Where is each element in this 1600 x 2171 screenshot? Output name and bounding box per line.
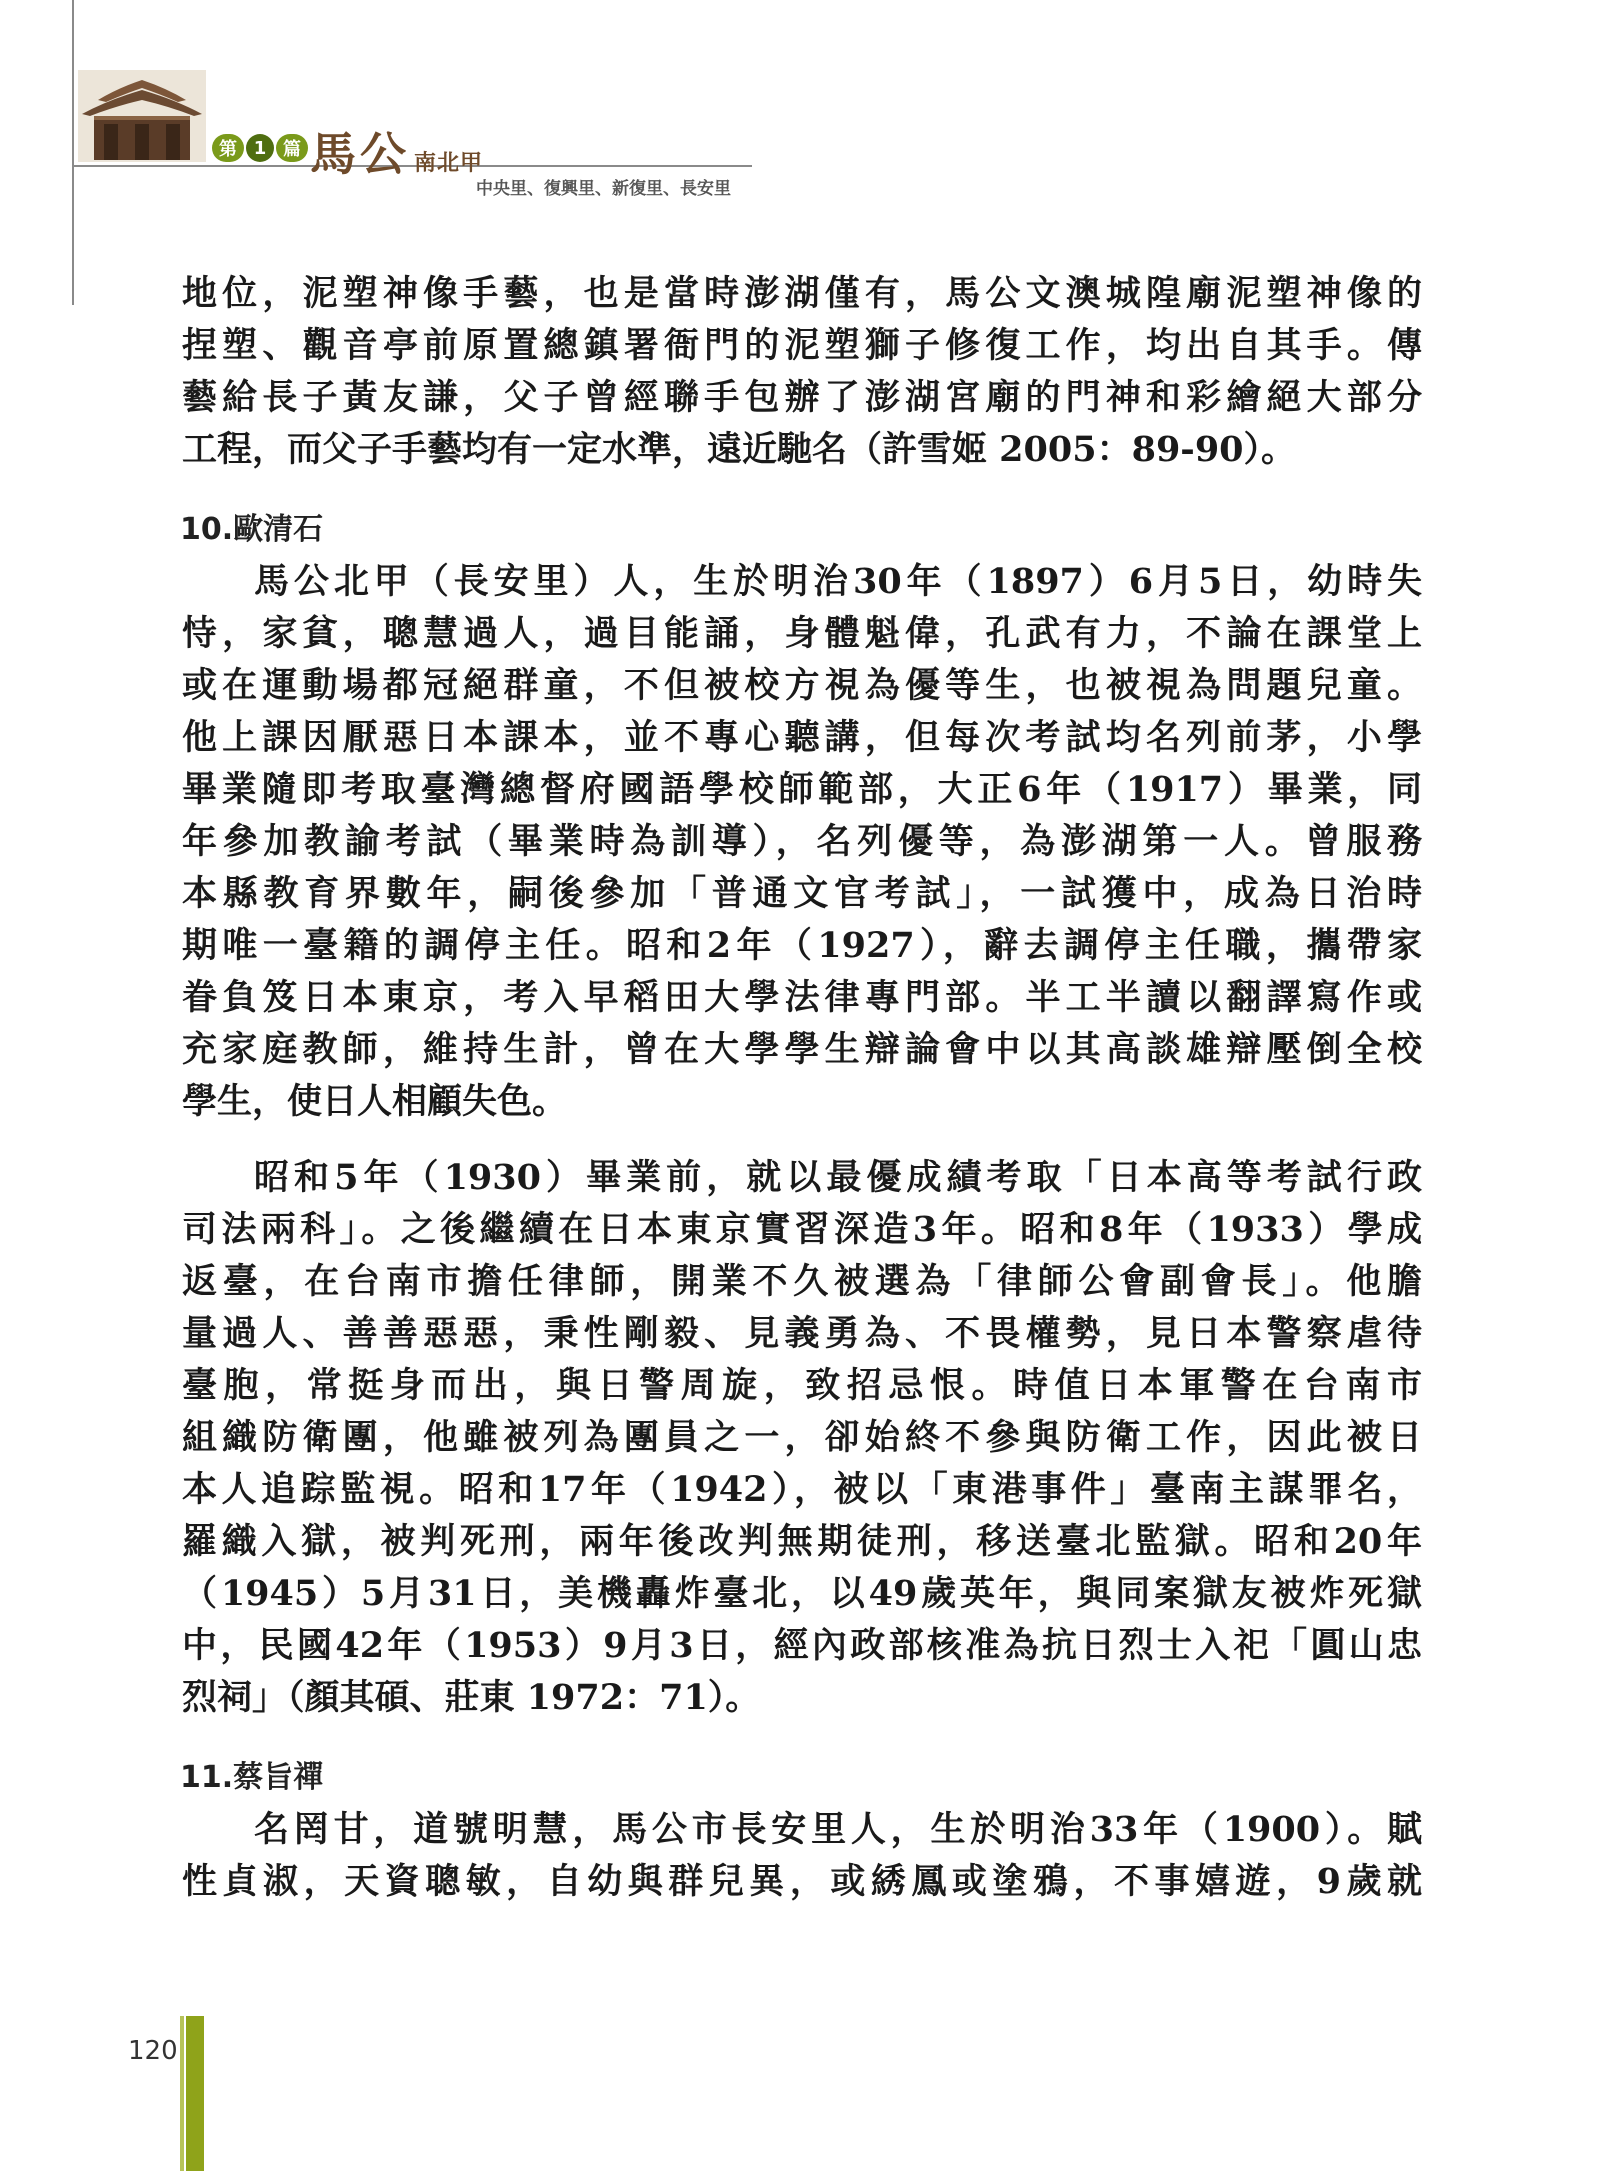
text-line: 本縣教育界數年，嗣後參加「普通文官考試」，一試獲中，成為日治時: [182, 873, 1422, 914]
text-line: 地位，泥塑神像手藝，也是當時澎湖僅有，馬公文澳城隍廟泥塑神像的: [182, 273, 1422, 314]
text-line: 量過人、善善惡惡，秉性剛毅、見義勇為、不畏權勢，見日本警察虐待: [182, 1313, 1422, 1354]
chapter-title-main: 馬公: [310, 127, 410, 181]
text-line: 性貞淑，天資聰敏，自幼與群兒異，或綉鳳或塗鴉，不事嬉遊，9歲就: [182, 1861, 1422, 1902]
text-line: 恃，家貧，聰慧過人，過目能誦，身體魁偉，孔武有力，不論在課堂上: [182, 613, 1422, 654]
section-heading-11: 11.蔡旨禪: [180, 1760, 324, 1795]
text-line: 昭和5年（1930）畢業前，就以最優成績考取「日本高等考試行政: [254, 1157, 1422, 1198]
text-line: 馬公北甲（長安里）人，生於明治30年（1897）6月5日，幼時失: [254, 561, 1422, 602]
page-body: [182, 268, 1422, 1908]
chapter-areas: 中央里、復興里、新復里、長安里: [476, 179, 731, 199]
text-line: 捏塑、觀音亭前原置總鎮署衙門的泥塑獅子修復工作，均出自其手。傳: [182, 325, 1422, 366]
text-line: 烈祠」（顏其碩、莊東 1972：71）。: [182, 1677, 761, 1718]
text-line: 充家庭教師，維持生計，曾在大學學生辯論會中以其高談雄辯壓倒全校: [182, 1029, 1422, 1070]
paragraph-4: [182, 1804, 1422, 1908]
chapter-title: [310, 118, 483, 184]
text-line: 畢業隨即考取臺灣總督府國語學校師範部，大正6年（1917）畢業，同: [182, 769, 1422, 810]
badge-prefix: 第: [212, 134, 244, 162]
text-line: （1945）5月31日，美機轟炸臺北，以49歲英年，與同案獄友被炸死獄: [182, 1573, 1422, 1614]
badge-number: 1: [246, 134, 274, 162]
text-line: 羅織入獄，被判死刑，兩年後改判無期徒刑，移送臺北監獄。昭和20年: [182, 1521, 1422, 1562]
text-line: 工程，而父子手藝均有一定水準，遠近馳名（許雪姬 2005：89-90）。: [182, 429, 1297, 470]
text-line: 本人追踪監視。昭和17年（1942），被以「東港事件」臺南主謀罪名，: [182, 1469, 1422, 1510]
text-line: 藝給長子黃友謙，父子曾經聯手包辦了澎湖宮廟的門神和彩繪絕大部分: [182, 377, 1422, 418]
page-number: 120: [128, 2036, 178, 2066]
footer-accent-thin: [180, 2016, 184, 2171]
text-line: 司法兩科」。之後繼續在日本東京實習深造3年。昭和8年（1933）學成: [182, 1209, 1422, 1250]
badge-suffix: 篇: [276, 134, 308, 162]
text-line: 他上課因厭惡日本課本，並不專心聽講，但每次考試均名列前茅，小學: [182, 717, 1422, 758]
text-line: 期唯一臺籍的調停主任。昭和2年（1927），辭去調停主任職，攜帶家: [182, 925, 1422, 966]
text-line: 返臺，在台南市擔任律師，開業不久被選為「律師公會副會長」。他膽: [182, 1261, 1422, 1302]
paragraph-2: [182, 556, 1422, 1128]
text-line: 中，民國42年（1953）9月3日，經內政部核准為抗日烈士入祀「圓山忠: [182, 1625, 1422, 1666]
text-line: 眷負笈日本東京，考入早稻田大學法律專門部。半工半讀以翻譯寫作或: [182, 977, 1422, 1018]
section-heading-10: 10.歐清石: [180, 512, 324, 547]
text-line: 學生，使日人相顧失色。: [182, 1081, 568, 1122]
text-line: 名罔甘，道號明慧，馬公市長安里人，生於明治33年（1900）。賦: [254, 1809, 1422, 1850]
volume-badge: [212, 132, 308, 164]
text-line: 組織防衛團，他雖被列為團員之一，卻始終不參與防衛工作，因此被日: [182, 1417, 1422, 1458]
text-line: 或在運動場都冠絕群童，不但被校方視為優等生，也被視為問題兒童。: [182, 665, 1422, 706]
paragraph-3: [182, 1152, 1422, 1724]
footer-accent-bar: [186, 2016, 204, 2171]
text-line: 年參加教諭考試（畢業時為訓導），名列優等，為澎湖第一人。曾服務: [182, 821, 1422, 862]
temple-illustration: [78, 70, 206, 162]
header-vertical-rule: [72, 0, 74, 305]
chapter-title-sub: 南北甲: [414, 150, 484, 176]
paragraph-1: [182, 268, 1422, 476]
text-line: 臺胞，常挺身而出，與日警周旋，致招忌恨。時值日本軍警在台南市: [182, 1365, 1422, 1406]
